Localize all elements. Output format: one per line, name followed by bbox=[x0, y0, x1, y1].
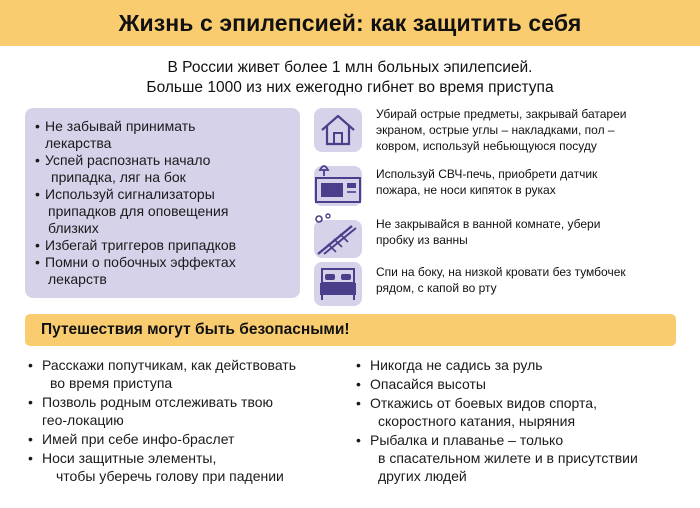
travel-right-list bbox=[356, 356, 686, 486]
tip-item: • Успей распознать начало припадка, ляг на бок bbox=[35, 152, 290, 186]
subtitle-line-1: В России живет более 1 млн больных эпилепсией. bbox=[167, 59, 533, 76]
safety-text: Убирай острые предметы, закрывай батареи экраном, острые углы – накладками, пол – ковром, используй небьющуюся посуду bbox=[376, 107, 627, 153]
list-item: • Никогда не садись за руль bbox=[356, 356, 686, 374]
list-item: • Рыбалка и плаванье – только в спасательном жилете и в присутствии других людей bbox=[356, 431, 686, 485]
tip-item: • Избегай триггеров припадков bbox=[35, 237, 290, 254]
tips-panel bbox=[25, 108, 300, 298]
list-item: • Имей при себе инфо-браслет bbox=[28, 430, 348, 448]
header-banner bbox=[0, 0, 700, 46]
kitchen-icon bbox=[312, 160, 364, 208]
subtitle bbox=[0, 58, 700, 98]
bed-icon bbox=[312, 260, 364, 308]
list-item: • Опасайся высоты bbox=[356, 375, 686, 393]
bathroom-icon bbox=[312, 212, 364, 260]
subtitle-line-2: Больше 1000 из них ежегодно гибнет во время приступа bbox=[146, 79, 554, 96]
travel-left-list bbox=[28, 356, 348, 486]
travel-title: Путешествия могут быть безопасными! bbox=[41, 321, 350, 338]
tip-item: • Не забывай принимать лекарства bbox=[35, 118, 290, 152]
safety-row-home bbox=[312, 106, 692, 156]
list-item: • Позволь родным отслеживать твою гео-локацию bbox=[28, 393, 348, 429]
safety-text: Не закрывайся в ванной комнате, убери пробку из ванны bbox=[376, 217, 601, 247]
tip-item: • Используй сигнализаторы припадков для оповещения близких bbox=[35, 186, 290, 237]
list-item: • Носи защитные элементы, чтобы уберечь голову при падении bbox=[28, 449, 348, 485]
tips-list bbox=[35, 118, 290, 288]
safety-text: Используй СВЧ-печь, приобрети датчик пожара, не носи кипяток в руках bbox=[376, 167, 598, 197]
safety-text: Спи на боку, на низкой кровати без тумбочек рядом, с капой во рту bbox=[376, 265, 626, 295]
list-item: • Откажись от боевых видов спорта, скоростного катания, ныряния bbox=[356, 394, 686, 430]
safety-row-bathroom bbox=[312, 212, 692, 262]
list-item: • Расскажи попутчикам, как действовать во время приступа bbox=[28, 356, 348, 392]
page-title: Жизнь с эпилепсией: как защитить себя bbox=[118, 9, 582, 36]
safety-row-bed bbox=[312, 260, 692, 310]
tip-item: • Помни о побочных эффектах лекарств bbox=[35, 254, 290, 288]
house-icon bbox=[312, 106, 364, 154]
travel-banner bbox=[25, 314, 676, 346]
safety-row-kitchen bbox=[312, 160, 692, 210]
